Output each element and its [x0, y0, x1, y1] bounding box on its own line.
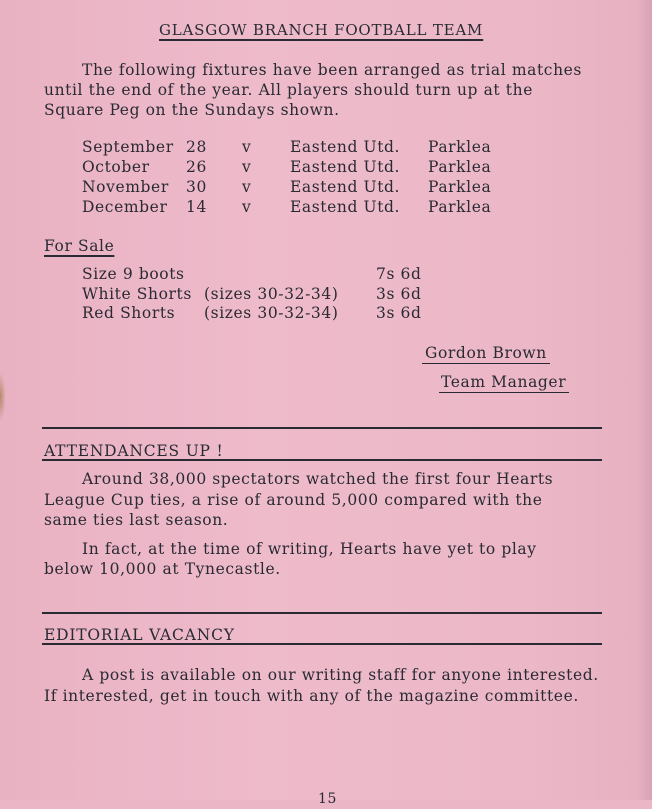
fixture-vs: v: [242, 178, 252, 196]
attendances-p2-line-2: below 10,000 at Tynecastle.: [44, 560, 281, 578]
fixture-row: [82, 138, 522, 158]
sale-item-row: [82, 265, 522, 285]
fixture-venue: Parklea: [428, 138, 492, 156]
signature-role: Team Manager: [441, 373, 567, 391]
sale-item-row: [82, 285, 522, 305]
sale-item-name: Size 9 boots: [82, 265, 185, 283]
sale-item-price: 3s 6d: [376, 304, 422, 322]
fixture-row: [82, 158, 522, 178]
fixture-opponent: Eastend Utd.: [290, 158, 401, 176]
paper-stain: [0, 372, 6, 422]
intro-line-2: until the end of the year. All players should turn up at the: [44, 81, 533, 99]
attendances-heading: ATTENDANCES UP !: [44, 442, 224, 460]
fixture-opponent: Eastend Utd.: [290, 178, 401, 196]
fixture-venue: Parklea: [428, 158, 492, 176]
page-title: GLASGOW BRANCH FOOTBALL TEAM: [159, 21, 484, 39]
fixture-row: [82, 178, 522, 198]
intro-line-3: Square Peg on the Sundays shown.: [44, 101, 340, 119]
signature-name-underline: [422, 363, 550, 364]
sale-item-row: [82, 304, 522, 324]
sale-item-sizes: (sizes 30-32-34): [204, 285, 339, 303]
attendances-p2-line-1: In fact, at the time of writing, Hearts have yet to play: [82, 540, 537, 558]
fixture-row: [82, 198, 522, 218]
fixture-month: November: [82, 178, 169, 196]
editorial-line-1: A post is available on our writing staff for anyone interested.: [82, 666, 599, 684]
editorial-line-2: If interested, get in touch with any of the magazine committee.: [44, 687, 579, 705]
page-number: 15: [318, 791, 338, 807]
fixture-vs: v: [242, 158, 252, 176]
fixture-month: September: [82, 138, 174, 156]
attendances-p1-line-2: League Cup ties, a rise of around 5,000 compared with the: [44, 491, 543, 509]
sale-item-sizes: (sizes 30-32-34): [204, 304, 339, 322]
fixture-vs: v: [242, 138, 252, 156]
fixture-opponent: Eastend Utd.: [290, 198, 401, 216]
fixture-month: October: [82, 158, 150, 176]
attendances-heading-rule: [42, 459, 602, 461]
fixture-day: 14: [186, 198, 207, 216]
attendances-p1-line-1: Around 38,000 spectators watched the first four Hearts: [82, 470, 554, 488]
editorial-heading: EDITORIAL VACANCY: [44, 626, 235, 644]
editorial-heading-rule: [42, 643, 602, 645]
fixture-vs: v: [242, 198, 252, 216]
fixture-day: 28: [186, 138, 207, 156]
attendances-p1-line-3: same ties last season.: [44, 511, 229, 529]
sale-item-price: 3s 6d: [376, 285, 422, 303]
intro-line-1: The following fixtures have been arranged as trial matches: [82, 61, 582, 79]
fixture-opponent: Eastend Utd.: [290, 138, 401, 156]
fixture-venue: Parklea: [428, 178, 492, 196]
sale-item-price: 7s 6d: [376, 265, 422, 283]
fixture-day: 30: [186, 178, 207, 196]
sale-item-name: Red Shorts: [82, 304, 176, 322]
sale-item-name: White Shorts: [82, 285, 192, 303]
page-edge-shadow: [638, 0, 652, 800]
signature-name: Gordon Brown: [425, 344, 547, 362]
fixture-venue: Parklea: [428, 198, 492, 216]
signature-role-underline: [439, 392, 569, 393]
section-divider: [42, 612, 602, 614]
fixture-month: December: [82, 198, 168, 216]
for-sale-heading: For Sale: [44, 237, 115, 255]
fixture-day: 26: [186, 158, 207, 176]
section-divider: [42, 427, 602, 429]
